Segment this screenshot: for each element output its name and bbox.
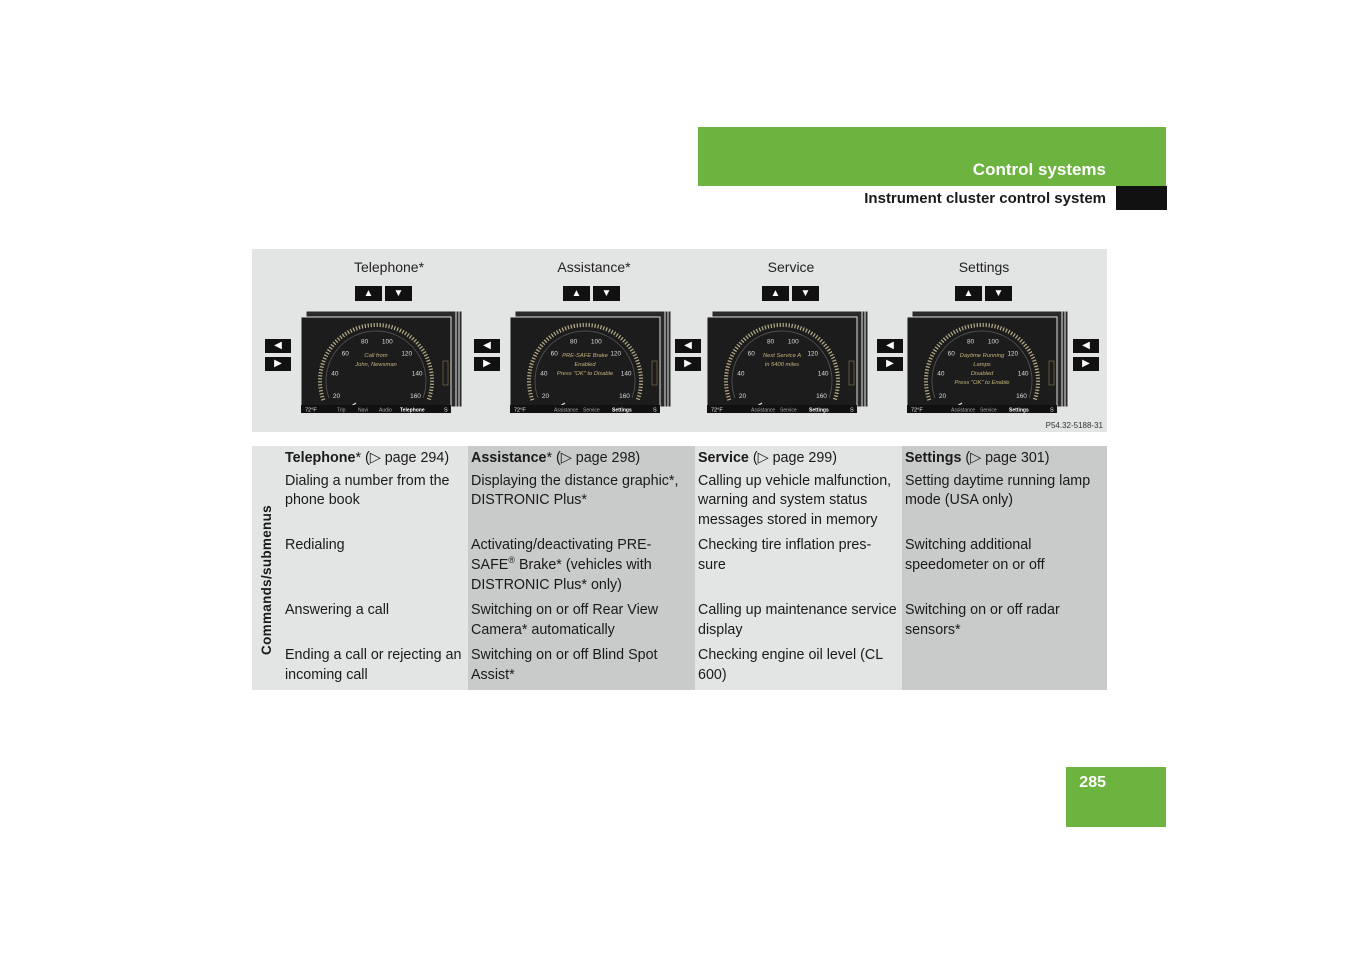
cluster-illustration <box>301 309 463 415</box>
gauge-label: 80 <box>767 338 775 346</box>
table-row <box>252 534 1107 599</box>
table-cell: Switching on or off radar sensors* <box>902 599 1107 644</box>
gauge-label: 40 <box>540 370 548 378</box>
left-arrow-icon: ◀ <box>1073 339 1099 353</box>
page-number-box <box>1066 767 1166 827</box>
leftright-buttons-4 <box>877 339 903 371</box>
menu-title-settings: Settings <box>958 259 1010 275</box>
gauge-label: 120 <box>807 350 819 358</box>
cluster-illustration <box>907 309 1069 415</box>
menu-title-service: Service <box>767 259 815 275</box>
updown-buttons-service <box>762 286 819 301</box>
display-tab: Assistance <box>951 407 976 414</box>
header-bold: Settings <box>905 450 962 466</box>
gauge-label: 140 <box>620 370 632 378</box>
table-cell: Ending a call or rejecting an incoming call <box>282 644 468 689</box>
temperature-readout: 72°F <box>514 407 526 414</box>
instrument-cluster-figure <box>252 249 1107 432</box>
gauge-label: 60 <box>947 350 955 358</box>
side-label: Commands/submenus <box>259 504 275 655</box>
gear-indicator: S <box>653 407 657 414</box>
gauge-label: 40 <box>737 370 745 378</box>
gauge-label: 120 <box>401 350 413 358</box>
gauge-label: 40 <box>937 370 945 378</box>
down-arrow-icon: ▼ <box>985 286 1012 301</box>
header-service <box>695 446 902 470</box>
gear-indicator: S <box>444 407 448 414</box>
left-arrow-icon: ◀ <box>877 339 903 353</box>
display-message-line: Daytime Running <box>959 353 1005 359</box>
leftright-buttons-3 <box>675 339 701 371</box>
display-tab: Settings <box>612 407 632 414</box>
table-cell: Dialing a number from the phone book <box>282 470 468 535</box>
cluster-display-settings <box>907 309 1069 415</box>
header-page-ref: (▷ page 301) <box>961 450 1050 466</box>
commands-table <box>252 446 1107 690</box>
display-message-line: Disabled <box>970 371 994 377</box>
right-arrow-icon: ▶ <box>265 357 291 371</box>
section-title: Control systems <box>972 160 1106 179</box>
gauge-label: 20 <box>738 393 747 401</box>
gauge-label: 140 <box>817 370 829 378</box>
up-arrow-icon: ▲ <box>762 286 789 301</box>
gauge-label: 100 <box>787 338 799 346</box>
gauge-label: 20 <box>541 393 550 401</box>
table-cell: Switching on or off Rear View Camera* automatically <box>468 599 695 644</box>
table-cell: Displaying the distance graphic*, DISTRONIC Plus* <box>468 470 695 535</box>
table-cell: Switching additional speedometer on or off <box>902 534 1107 599</box>
gauge-label: 160 <box>410 393 421 401</box>
temperature-readout: 72°F <box>911 407 923 414</box>
gauge-label: 120 <box>1007 350 1019 358</box>
gear-indicator: S <box>850 407 854 414</box>
display-message-line: John, Newsman <box>355 362 397 368</box>
gauge-label: 60 <box>747 350 755 358</box>
header-page-ref: * (▷ page 298) <box>546 450 641 466</box>
header-bold: Telephone <box>285 450 356 466</box>
header-page-ref: (▷ page 299) <box>748 450 837 466</box>
header-empty-cell <box>252 446 282 470</box>
gauge-label: 60 <box>341 350 349 358</box>
cluster-display-service <box>707 309 869 415</box>
up-arrow-icon: ▲ <box>355 286 382 301</box>
gauge-label: 160 <box>816 393 827 401</box>
gear-indicator: S <box>1050 407 1054 414</box>
gauge-label: 100 <box>381 338 393 346</box>
gauge-label: 60 <box>550 350 558 358</box>
cluster-display-assistance <box>510 309 672 415</box>
right-arrow-icon: ▶ <box>675 357 701 371</box>
display-tab: Assistance <box>751 407 776 414</box>
table-cell: Redialing <box>282 534 468 599</box>
menu-title-assistance: Assistance* <box>557 259 631 275</box>
display-tab: Settings <box>1009 407 1029 414</box>
display-tab: Navi <box>358 407 369 414</box>
header-telephone <box>282 446 468 470</box>
display-message-line: Lamps <box>973 362 991 368</box>
table-cell <box>902 644 1107 689</box>
section-header <box>698 127 1166 186</box>
header-bold: Assistance <box>471 450 547 466</box>
display-message-line: Enabled <box>574 362 596 368</box>
left-arrow-icon: ◀ <box>265 339 291 353</box>
display-tab: Service <box>980 407 997 414</box>
gauge-label: 160 <box>1016 393 1027 401</box>
gauge-label: 100 <box>987 338 999 346</box>
table-cell: Checking tire inflation pres-sure <box>695 534 902 599</box>
display-message-line: Call from <box>364 353 388 359</box>
temperature-readout: 72°F <box>305 407 317 414</box>
leftright-buttons-5 <box>1073 339 1099 371</box>
subsection-title: Instrument cluster control system <box>864 190 1106 207</box>
presafe-text: Activating/deactivating PRE-SAFE <box>471 537 652 573</box>
gauge-label: 140 <box>411 370 423 378</box>
left-arrow-icon: ◀ <box>474 339 500 353</box>
right-arrow-icon: ▶ <box>877 357 903 371</box>
gauge-label: 100 <box>590 338 602 346</box>
gauge-label: 40 <box>331 370 339 378</box>
leftright-buttons-2 <box>474 339 500 371</box>
up-arrow-icon: ▲ <box>563 286 590 301</box>
down-arrow-icon: ▼ <box>593 286 620 301</box>
table-cell: Calling up maintenance service display <box>695 599 902 644</box>
display-tab: Assistance <box>554 407 579 414</box>
display-tab: Trip <box>337 407 346 414</box>
header-bold: Service <box>698 450 749 466</box>
display-message-line: Next Service A <box>762 353 802 359</box>
display-message-line: PRE-SAFE Brake <box>562 353 608 359</box>
table-row <box>252 599 1107 644</box>
cluster-display-telephone <box>301 309 463 415</box>
table-cell: Checking engine oil level (CL 600) <box>695 644 902 689</box>
temperature-readout: 72°F <box>711 407 723 414</box>
gauge-label: 160 <box>619 393 630 401</box>
display-message-line: Press "OK" to Disable <box>556 371 614 377</box>
section-tab-marker <box>1116 186 1167 210</box>
right-arrow-icon: ▶ <box>1073 357 1099 371</box>
menu-title-telephone: Telephone* <box>353 259 425 275</box>
table-row <box>252 470 1107 535</box>
updown-buttons-assistance <box>563 286 620 301</box>
display-tab: Settings <box>809 407 829 414</box>
gauge-label: 80 <box>570 338 578 346</box>
header-assistance <box>468 446 695 470</box>
gauge-label: 120 <box>610 350 622 358</box>
display-message-line: in 5400 miles <box>764 362 800 368</box>
down-arrow-icon: ▼ <box>385 286 412 301</box>
down-arrow-icon: ▼ <box>792 286 819 301</box>
table-cell: Answering a call <box>282 599 468 644</box>
gauge-label: 20 <box>938 393 947 401</box>
leftright-buttons-1 <box>265 339 291 371</box>
page-number: 285 <box>1079 774 1106 791</box>
updown-buttons-settings <box>955 286 1012 301</box>
gauge-label: 140 <box>1017 370 1029 378</box>
cluster-illustration <box>510 309 672 415</box>
presafe-rest: Brake* (vehicles with DISTRONIC Plus* only) <box>471 556 652 593</box>
side-label-cell <box>252 470 282 690</box>
gauge-label: 80 <box>361 338 369 346</box>
registered-mark: ® <box>508 555 515 566</box>
display-tab: Telephone <box>400 407 425 414</box>
header-page-ref: * (▷ page 294) <box>355 450 450 466</box>
table-header-row <box>252 446 1107 470</box>
table-row <box>252 644 1107 689</box>
table-cell-presafe <box>468 534 695 599</box>
table-cell: Calling up vehicle malfunction, warning and system status messages stored in memory <box>695 470 902 535</box>
left-arrow-icon: ◀ <box>675 339 701 353</box>
gauge-label: 80 <box>967 338 975 346</box>
display-message-line: Press "OK" to Enable <box>954 380 1010 386</box>
right-arrow-icon: ▶ <box>474 357 500 371</box>
header-settings <box>902 446 1107 470</box>
table-cell: Setting daytime running lamp mode (USA only) <box>902 470 1107 535</box>
gauge-label: 20 <box>332 393 341 401</box>
display-tab: Audio <box>379 407 392 414</box>
display-tab: Service <box>583 407 600 414</box>
up-arrow-icon: ▲ <box>955 286 982 301</box>
updown-buttons-telephone <box>355 286 412 301</box>
figure-code: P54.32-5188-31 <box>1045 421 1103 430</box>
display-tab: Service <box>780 407 797 414</box>
table-cell: Switching on or off Blind Spot Assist* <box>468 644 695 689</box>
cluster-illustration <box>707 309 869 415</box>
